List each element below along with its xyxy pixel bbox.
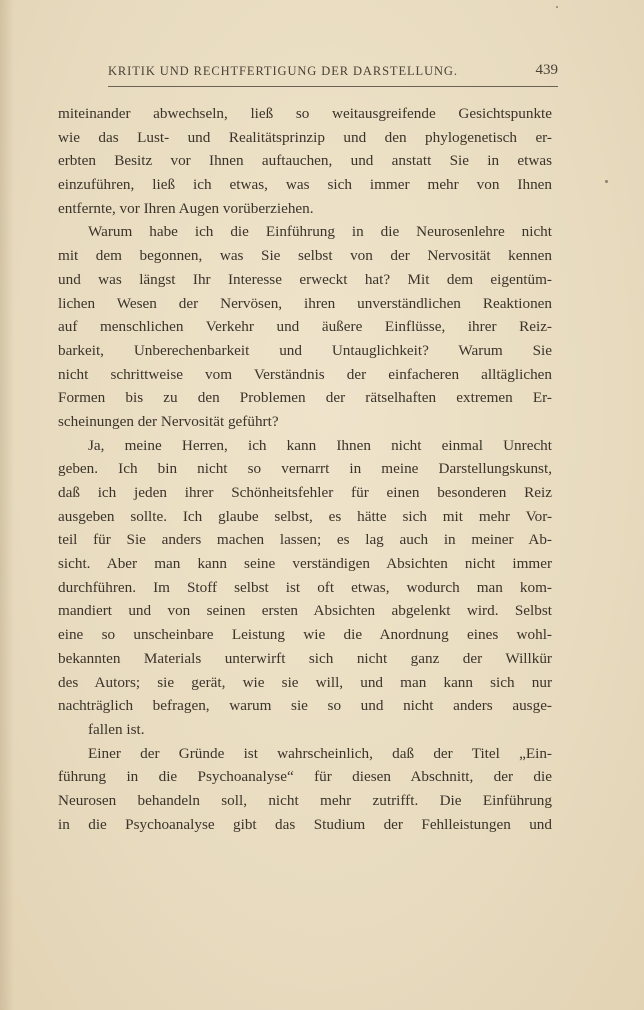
text-line: nicht schrittweise vom Verständnis der einfacheren alltäglichen [58, 365, 552, 383]
text-line: fallen ist. [88, 720, 145, 738]
text-line: daß ich jeden ihrer Schönheitsfehler für einen besonderen Reiz [58, 484, 552, 501]
text-line: und was längst Ihr Interesse erweckt hat? Mit dem eigentüm- [58, 270, 552, 288]
page-number: 439 [535, 62, 558, 78]
text-line: erbten Besitz vor Ihnen auftauchen, und anstatt Sie in etwas [58, 152, 552, 170]
text-line: auf menschlichen Verkehr und äußere Einflüsse, ihrer Reiz- [58, 318, 552, 336]
text-line: Neurosen behandeln soll, nicht mehr zutrifft. Die Einführung [58, 791, 552, 809]
text-line: geben. Ich bin nicht so vernarrt in meine Darstellungskunst, [58, 460, 552, 478]
body-text [58, 102, 552, 836]
paper-speck [556, 6, 558, 8]
text-line: in die Psychoanalyse gibt das Studium der Fehlleistungen und [58, 815, 552, 833]
text-line: lichen Wesen der Nervösen, ihren unverständlichen Reaktionen [58, 294, 552, 312]
text-line: entfernte, vor Ihren Augen vorüberziehen. [58, 199, 314, 217]
text-line: durchführen. Im Stoff selbst ist oft etwas, wodurch man kom- [58, 578, 552, 596]
text-line: eine so unscheinbare Leistung wie die Anordnung eines wohl- [58, 626, 552, 644]
text-line: wie das Lust- und Realitätsprinzip und den phylogenetisch er- [58, 128, 552, 146]
text-line: miteinander abwechseln, ließ so weitausgreifende Gesichtspunkte [58, 105, 552, 122]
text-line: teil für Sie anders machen lassen; es lag auch in meiner Ab- [58, 531, 552, 549]
running-head [108, 58, 558, 87]
paper-speck [605, 180, 608, 183]
text-line: mit dem begonnen, was Sie selbst von der Nervosität kennen [58, 247, 552, 265]
text-line: sicht. Aber man kann seine verständigen Absichten nicht immer [58, 555, 552, 573]
text-line: scheinungen der Nervosität geführt? [58, 412, 279, 430]
text-line: Warum habe ich die Einführung in die Neurosenlehre nicht [88, 223, 552, 241]
text-line: einzuführen, ließ ich etwas, was sich immer mehr von Ihnen [58, 176, 552, 194]
text-line: barkeit, Unberechenbarkeit und Untauglichkeit? Warum Sie [58, 341, 552, 359]
text-line: nachträglich befragen, warum sie so und nicht anders ausge- [58, 697, 552, 715]
text-line: des Autors; sie gerät, wie sie will, und man kann sich nur [58, 673, 552, 691]
text-line: Formen bis zu den Problemen der rätselhaften extremen Er- [58, 389, 552, 407]
text-line: Ja, meine Herren, ich kann Ihnen nicht einmal Unrecht [88, 436, 552, 454]
running-head-title: KRITIK UND RECHTFERTIGUNG DER DARSTELLUNG. [108, 64, 458, 78]
text-line: mandiert und von seinen ersten Absichten abgelenkt wird. Selbst [58, 602, 552, 620]
text-line: Einer der Gründe ist wahrscheinlich, daß der Titel „Ein- [88, 744, 552, 762]
text-line: bekannten Materials unterwirft sich nicht ganz der Willkür [58, 649, 552, 667]
text-line: führung in die Psychoanalyse“ für diesen Abschnitt, der die [58, 768, 552, 786]
text-line: ausgeben sollte. Ich glaube selbst, es hätte sich mit mehr Vor- [58, 507, 552, 525]
